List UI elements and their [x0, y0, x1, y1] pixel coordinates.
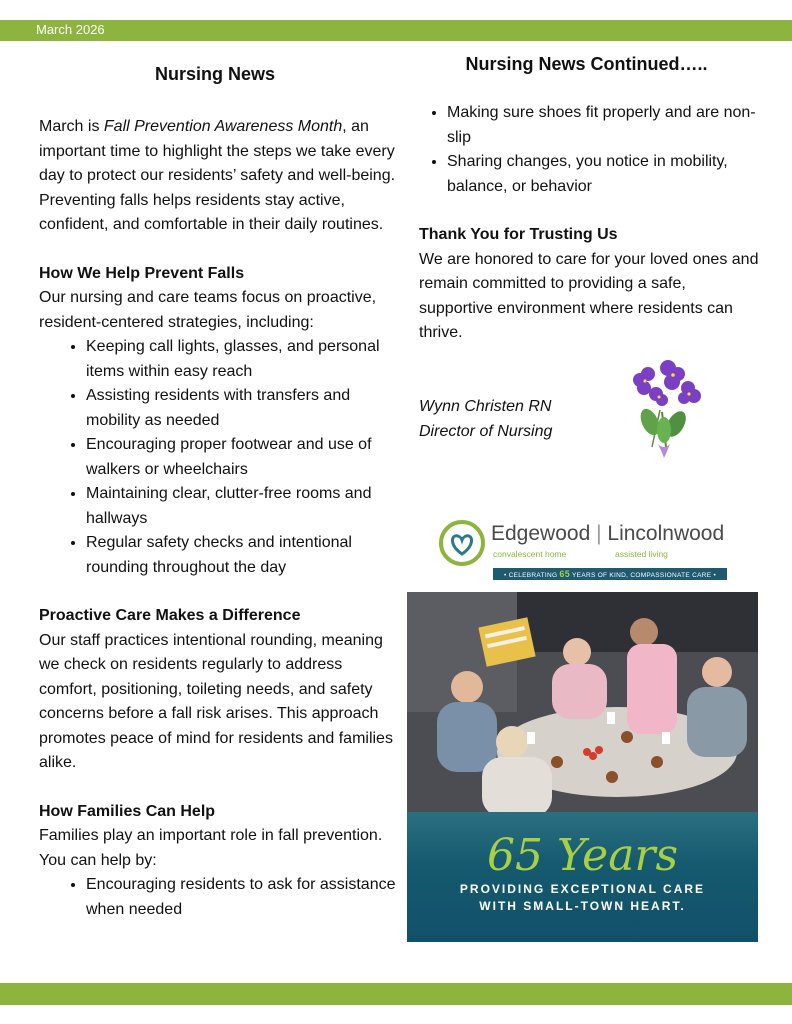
brand2-sub: assisted living	[615, 549, 668, 559]
list-item: • Assisting residents with transfers and mobility as needed	[86, 384, 399, 433]
intro-pre: March is	[39, 118, 104, 135]
thanks-text: We are honored to care for your loved ones and remain committed to providing a safe, supportive environment where residents can thrive.	[419, 250, 759, 341]
list-item: • Keeping call lights, glasses, and personal items within easy reach	[86, 335, 399, 384]
bullet-list	[39, 335, 399, 580]
right-column	[419, 54, 764, 346]
list-item: • Regular safety checks and intentional rounding throughout the day	[86, 531, 399, 580]
brand-lincolnwood: Lincolnwood	[607, 522, 725, 545]
header-bar	[0, 20, 792, 41]
continued-title: Nursing News Continued…..	[465, 54, 708, 74]
list-item: • Encouraging proper footwear and use of walkers or wheelchairs	[86, 433, 399, 482]
page-title: Nursing News	[154, 64, 276, 84]
issue-date: March 2026	[36, 22, 105, 37]
residents-photo	[407, 592, 758, 822]
violet-flower-icon	[622, 352, 706, 460]
list-item: • Sharing changes, you notice in mobility, balance, or behavior	[447, 150, 764, 199]
section-text: Our staff practices intentional rounding, meaning we check on residents regularly to address comfort, positioning, toileting needs, and safety concerns before a fall risk arises. This approach promotes peace of mind for residents and families alike.	[39, 631, 393, 771]
tagline-line1: PROVIDING EXCEPTIONAL CARE	[459, 882, 706, 896]
brand-edgewood: Edgewood	[491, 522, 591, 545]
signature-block	[419, 395, 552, 444]
heart-logo-icon	[437, 518, 487, 568]
thanks-heading: Thank You for Trusting Us	[419, 226, 618, 243]
signature-name: Wynn Christen RN	[419, 398, 552, 415]
ribbon-right: YEARS OF KIND, COMPASSIONATE CARE •	[572, 572, 717, 579]
section-heading: How We Help Prevent Falls	[39, 264, 245, 282]
section-heading: Proactive Care Makes a Difference	[39, 607, 301, 624]
ribbon-left: • CELEBRATING	[503, 572, 558, 579]
celebration-ribbon	[493, 568, 727, 580]
left-column	[39, 56, 399, 922]
list-item: • Making sure shoes fit properly and are non-slip	[447, 101, 764, 150]
anniversary-ad	[407, 512, 758, 942]
list-item: • Maintaining clear, clutter-free rooms and hallways	[86, 482, 399, 531]
bullet-list	[400, 101, 764, 199]
signature-title: Director of Nursing	[419, 422, 553, 440]
tagline-line2: WITH SMALL-TOWN HEART.	[479, 899, 686, 913]
ad-header	[407, 512, 758, 592]
intro-paragraph	[39, 115, 399, 238]
brand-name: Edgewood | Lincolnwood	[491, 522, 725, 545]
section-heading: How Families Can Help	[39, 802, 216, 820]
list-item: • Encouraging residents to ask for assistance when needed	[86, 873, 399, 922]
65-years-title: 65 Years	[486, 830, 679, 881]
section-text: Our nursing and care teams focus on proactive, resident-centered strategies, including:	[39, 289, 377, 331]
bullet-list	[39, 873, 399, 922]
intro-emphasis: Fall Prevention Awareness Month	[103, 118, 343, 135]
brand1-sub: convalescent home	[493, 549, 567, 559]
footer-bar	[0, 983, 792, 1005]
intro-post: , an important time to highlight the steps we take every day to protect our residents’ safety and well-being. Preventing falls helps residents stay active, confident, and comfortable in their daily routines.	[39, 118, 396, 233]
ribbon-number: 65	[559, 569, 571, 579]
section-text: Families play an important role in fall prevention. You can help by:	[39, 827, 383, 869]
